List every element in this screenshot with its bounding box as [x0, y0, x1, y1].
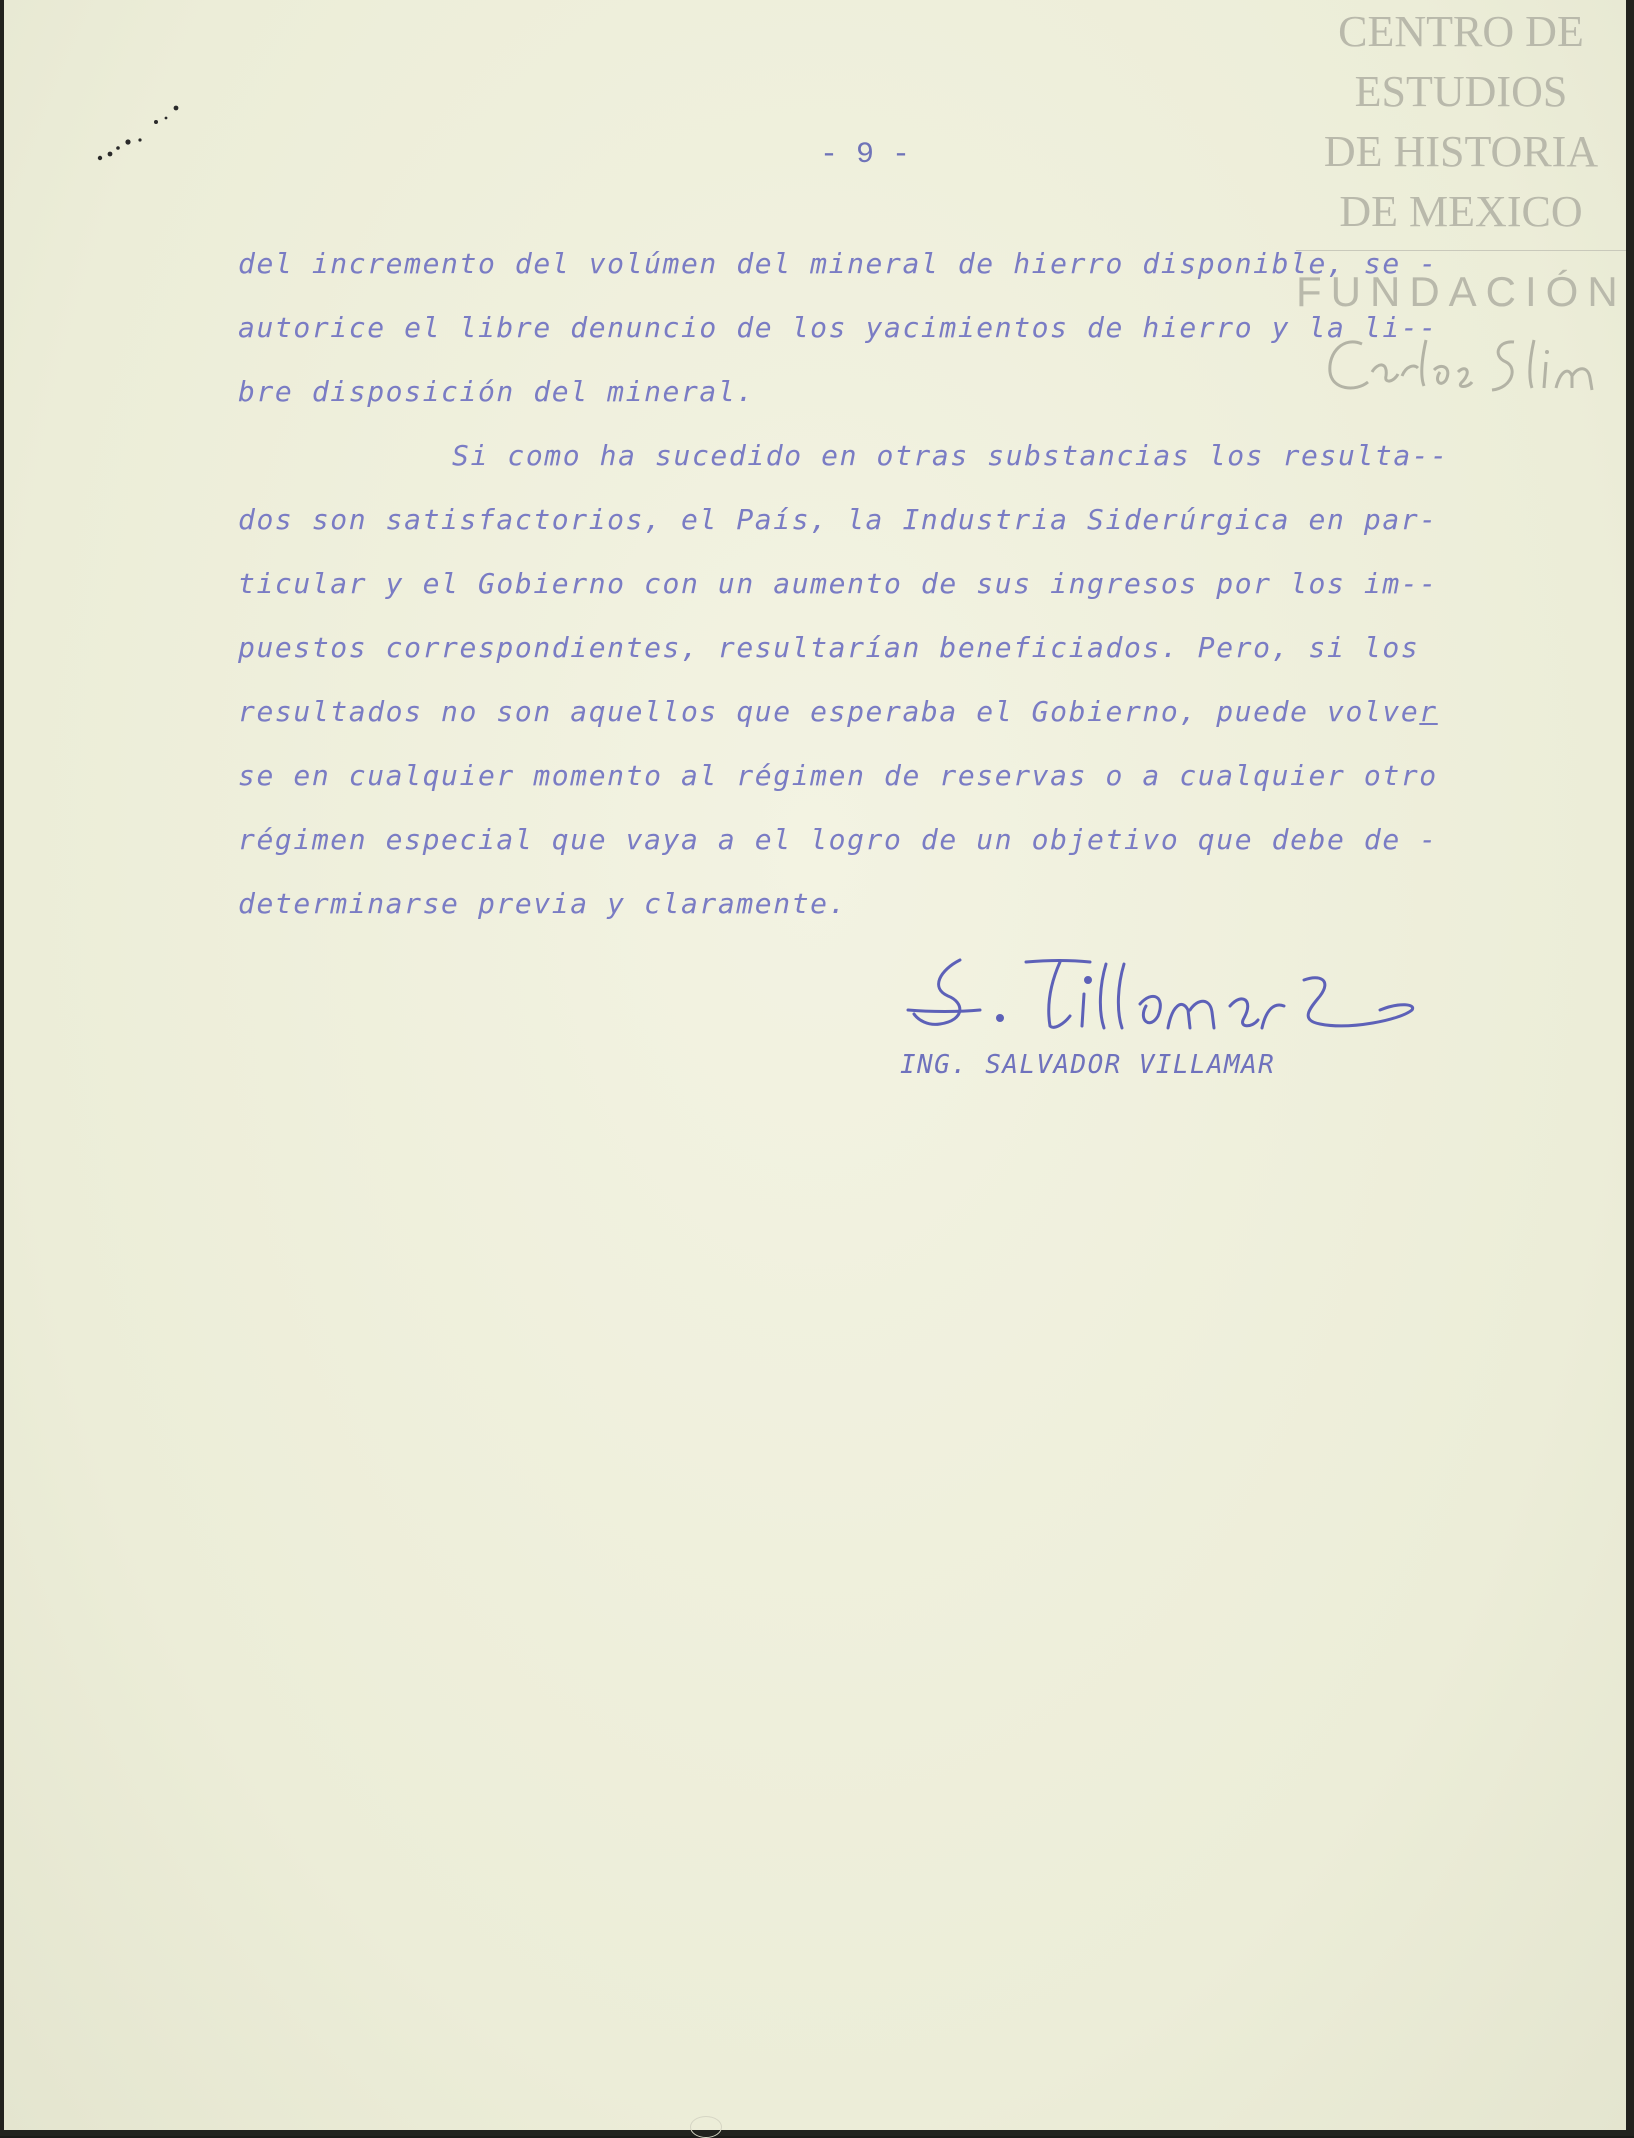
signer-name: ING. SALVADOR VILLAMAR: [900, 1050, 1276, 1080]
paragraph-2-line-2: dos son satisfactorios, el País, la Industria Siderúrgica en par-: [238, 503, 1438, 536]
paragraph-1-line-1: del incremento del volúmen del mineral de hierro disponible, se -: [238, 247, 1438, 280]
document-body: [238, 232, 1508, 936]
paragraph-2-line-1: Si como ha sucedido en otras substancias los resulta--: [452, 439, 1449, 472]
paragraph-1-line-2: autorice el libre denuncio de los yacimientos de hierro y la li--: [238, 311, 1438, 344]
paper-mark: [690, 2116, 722, 2138]
paragraph-2-line-4: puestos correspondientes, resultarían beneficiados. Pero, si los: [238, 631, 1420, 664]
watermark-line-1: CENTRO DE: [1338, 7, 1584, 56]
paragraph-2-line-6: se en cualquier momento al régimen de reservas o a cualquier otro: [238, 759, 1438, 792]
paragraph-2-line-5: resultados no son aquellos que esperaba el Gobierno, puede volve: [238, 695, 1420, 728]
paper-specks: [96, 96, 206, 166]
paragraph-1-line-3: bre disposición del mineral.: [238, 375, 755, 408]
paragraph-2-line-5-wrap: [238, 680, 1508, 744]
paragraph-2-line-7: régimen especial que vaya a el logro de un objetivo que debe de -: [238, 823, 1438, 856]
paragraph-2-line-3: ticular y el Gobierno con un aumento de sus ingresos por los im--: [238, 567, 1438, 600]
paragraph-2-line-8: determinarse previa y claramente.: [238, 887, 848, 920]
underlined-fragment: r: [1419, 695, 1438, 728]
watermark-foundation: FUNDACIÓN: [1296, 268, 1627, 315]
watermark-line-2: ESTUDIOS: [1354, 67, 1568, 116]
watermark-line-4: DE MEXICO: [1339, 187, 1583, 236]
watermark-line-3: DE HISTORIA: [1323, 127, 1599, 176]
page-number: - 9 -: [820, 138, 911, 172]
